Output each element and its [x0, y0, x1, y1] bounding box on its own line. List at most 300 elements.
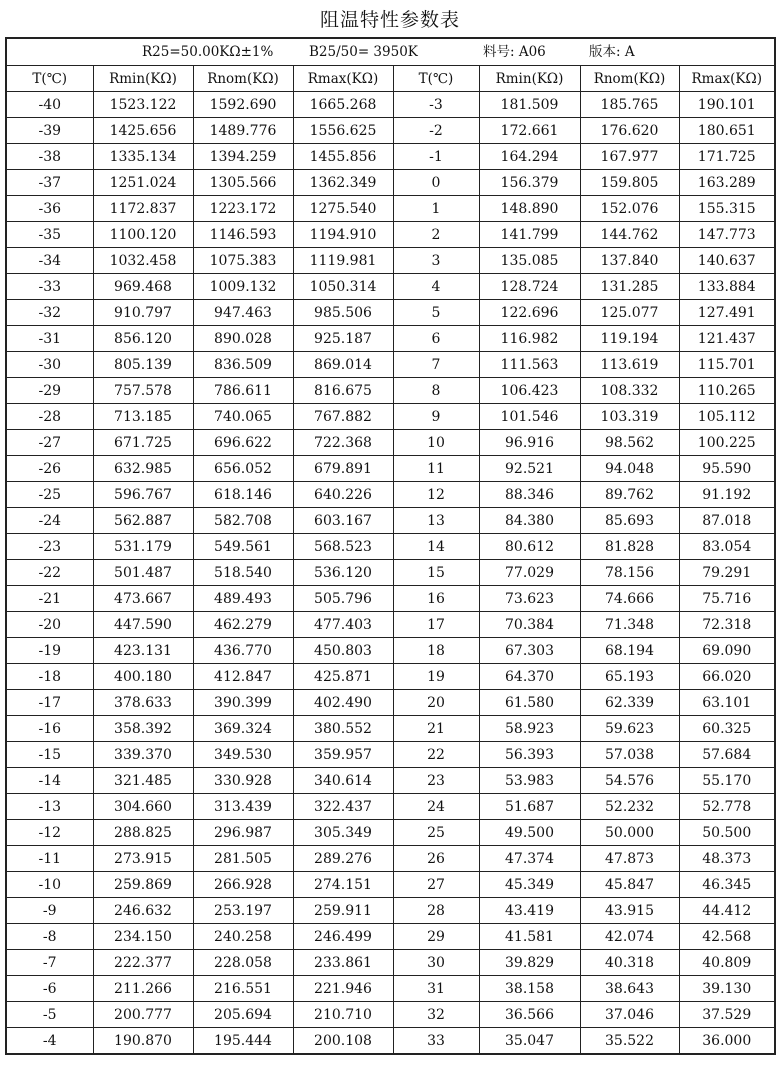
table-cell: 62.339	[580, 690, 679, 716]
page-title: 阻温特性参数表	[319, 9, 460, 31]
table-cell: 19	[393, 664, 479, 690]
table-row	[6, 976, 775, 1002]
table-cell: 185.765	[580, 92, 679, 118]
table-cell: 632.985	[93, 456, 193, 482]
table-cell: 70.384	[479, 612, 580, 638]
table-cell: 671.725	[93, 430, 193, 456]
table-row	[6, 482, 775, 508]
table-cell: 77.029	[479, 560, 580, 586]
table-cell: 1	[393, 196, 479, 222]
table-cell: 21	[393, 716, 479, 742]
table-row	[6, 612, 775, 638]
table-cell: 856.120	[93, 326, 193, 352]
table-cell: 1009.132	[193, 274, 293, 300]
table-cell: 259.869	[93, 872, 193, 898]
table-cell: 37.046	[580, 1002, 679, 1028]
table-cell: 108.332	[580, 378, 679, 404]
table-cell: 39.829	[479, 950, 580, 976]
table-cell: 518.540	[193, 560, 293, 586]
table-cell: 57.684	[679, 742, 775, 768]
table-cell: 1194.910	[293, 222, 393, 248]
table-cell: 6	[393, 326, 479, 352]
table-cell: 164.294	[479, 144, 580, 170]
table-cell: 33	[393, 1028, 479, 1055]
table-row	[6, 352, 775, 378]
table-cell: 786.611	[193, 378, 293, 404]
table-cell: -7	[6, 950, 93, 976]
table-cell: -32	[6, 300, 93, 326]
table-cell: 116.982	[479, 326, 580, 352]
table-cell: 7	[393, 352, 479, 378]
table-cell: 501.487	[93, 560, 193, 586]
table-cell: 111.563	[479, 352, 580, 378]
table-cell: 89.762	[580, 482, 679, 508]
table-cell: 222.377	[93, 950, 193, 976]
table-cell: -6	[6, 976, 93, 1002]
table-cell: 16	[393, 586, 479, 612]
table-cell: 110.265	[679, 378, 775, 404]
table-cell: 100.225	[679, 430, 775, 456]
table-cell: -31	[6, 326, 93, 352]
table-row	[6, 300, 775, 326]
table-cell: 55.170	[679, 768, 775, 794]
table-cell: 38.643	[580, 976, 679, 1002]
table-cell: 1665.268	[293, 92, 393, 118]
table-cell: 296.987	[193, 820, 293, 846]
table-cell: 18	[393, 638, 479, 664]
table-row	[6, 404, 775, 430]
table-cell: -36	[6, 196, 93, 222]
table-cell: 985.506	[293, 300, 393, 326]
table-cell: 266.928	[193, 872, 293, 898]
header-cell: Rmax(KΩ)	[679, 66, 775, 92]
table-cell: 1592.690	[193, 92, 293, 118]
table-cell: 1556.625	[293, 118, 393, 144]
table-cell: 87.018	[679, 508, 775, 534]
table-cell: 78.156	[580, 560, 679, 586]
table-cell: 41.581	[479, 924, 580, 950]
table-cell: 378.633	[93, 690, 193, 716]
table-cell: 339.370	[93, 742, 193, 768]
table-cell: 141.799	[479, 222, 580, 248]
table-cell: 210.710	[293, 1002, 393, 1028]
table-cell: 402.490	[293, 690, 393, 716]
table-cell: 92.521	[479, 456, 580, 482]
table-cell: 562.887	[93, 508, 193, 534]
table-cell: -35	[6, 222, 93, 248]
table-cell: -29	[6, 378, 93, 404]
table-cell: 1523.122	[93, 92, 193, 118]
table-cell: 489.493	[193, 586, 293, 612]
table-cell: 49.500	[479, 820, 580, 846]
table-cell: 640.226	[293, 482, 393, 508]
table-cell: 37.529	[679, 1002, 775, 1028]
table-cell: 603.167	[293, 508, 393, 534]
table-cell: 47.873	[580, 846, 679, 872]
table-cell: 28	[393, 898, 479, 924]
table-cell: 234.150	[93, 924, 193, 950]
table-cell: -16	[6, 716, 93, 742]
table-cell: -5	[6, 1002, 93, 1028]
table-cell: 358.392	[93, 716, 193, 742]
table-cell: 95.590	[679, 456, 775, 482]
table-cell: 133.884	[679, 274, 775, 300]
table-cell: 52.232	[580, 794, 679, 820]
table-cell: 767.882	[293, 404, 393, 430]
table-cell: 12	[393, 482, 479, 508]
table-cell: 10	[393, 430, 479, 456]
table-cell: 233.861	[293, 950, 393, 976]
table-cell: 113.619	[580, 352, 679, 378]
table-cell: 171.725	[679, 144, 775, 170]
table-cell: 722.368	[293, 430, 393, 456]
header-cell: T(℃)	[6, 66, 93, 92]
table-cell: 1100.120	[93, 222, 193, 248]
table-cell: 73.623	[479, 586, 580, 612]
table-row	[6, 846, 775, 872]
table-row	[6, 820, 775, 846]
table-cell: 618.146	[193, 482, 293, 508]
table-cell: 40.809	[679, 950, 775, 976]
table-cell: 568.523	[293, 534, 393, 560]
table-cell: 1425.656	[93, 118, 193, 144]
table-cell: 56.393	[479, 742, 580, 768]
table-cell: 42.074	[580, 924, 679, 950]
table-cell: -19	[6, 638, 93, 664]
table-cell: 122.696	[479, 300, 580, 326]
table-cell: 925.187	[293, 326, 393, 352]
table-row	[6, 456, 775, 482]
table-row	[6, 378, 775, 404]
table-cell: -3	[393, 92, 479, 118]
table-cell: -30	[6, 352, 93, 378]
table-cell: 505.796	[293, 586, 393, 612]
table-cell: 330.928	[193, 768, 293, 794]
table-cell: 105.112	[679, 404, 775, 430]
table-cell: 246.499	[293, 924, 393, 950]
table-cell: -20	[6, 612, 93, 638]
table-cell: 51.687	[479, 794, 580, 820]
header-cell: Rnom(KΩ)	[193, 66, 293, 92]
table-cell: 947.463	[193, 300, 293, 326]
table-cell: -8	[6, 924, 93, 950]
table-cell: 44.412	[679, 898, 775, 924]
spec-row	[6, 38, 775, 66]
table-row	[6, 1028, 775, 1055]
table-cell: 147.773	[679, 222, 775, 248]
table-cell: 40.318	[580, 950, 679, 976]
table-cell: 1050.314	[293, 274, 393, 300]
table-cell: 273.915	[93, 846, 193, 872]
table-cell: 216.551	[193, 976, 293, 1002]
table-cell: 246.632	[93, 898, 193, 924]
table-cell: 1075.383	[193, 248, 293, 274]
table-cell: 369.324	[193, 716, 293, 742]
table-cell: -38	[6, 144, 93, 170]
table-row	[6, 638, 775, 664]
header-cell: Rnom(KΩ)	[580, 66, 679, 92]
table-cell: -34	[6, 248, 93, 274]
table-cell: 80.612	[479, 534, 580, 560]
table-row	[6, 898, 775, 924]
header-cell: Rmax(KΩ)	[293, 66, 393, 92]
table-cell: 390.399	[193, 690, 293, 716]
table-cell: -33	[6, 274, 93, 300]
table-row	[6, 560, 775, 586]
table-cell: 313.439	[193, 794, 293, 820]
table-cell: 115.701	[679, 352, 775, 378]
table-cell: 65.193	[580, 664, 679, 690]
table-cell: 473.667	[93, 586, 193, 612]
table-cell: 1455.856	[293, 144, 393, 170]
table-cell: 29	[393, 924, 479, 950]
table-cell: 50.000	[580, 820, 679, 846]
table-cell: 35.047	[479, 1028, 580, 1055]
table-cell: 305.349	[293, 820, 393, 846]
table-cell: 450.803	[293, 638, 393, 664]
table-cell: 180.651	[679, 118, 775, 144]
table-cell: 304.660	[93, 794, 193, 820]
table-cell: 135.085	[479, 248, 580, 274]
table-cell: 88.346	[479, 482, 580, 508]
table-cell: 98.562	[580, 430, 679, 456]
table-cell: 30	[393, 950, 479, 976]
table-cell: 1305.566	[193, 170, 293, 196]
table-row	[6, 742, 775, 768]
table-cell: 159.805	[580, 170, 679, 196]
table-cell: 66.020	[679, 664, 775, 690]
table-cell: 23	[393, 768, 479, 794]
table-row	[6, 170, 775, 196]
table-cell: 1362.349	[293, 170, 393, 196]
table-cell: 228.058	[193, 950, 293, 976]
table-cell: 32	[393, 1002, 479, 1028]
table-cell: 79.291	[679, 560, 775, 586]
table-cell: 167.977	[580, 144, 679, 170]
table-cell: 253.197	[193, 898, 293, 924]
table-cell: -14	[6, 768, 93, 794]
table-cell: 190.870	[93, 1028, 193, 1055]
table-cell: 72.318	[679, 612, 775, 638]
table-cell: -25	[6, 482, 93, 508]
table-row	[6, 924, 775, 950]
table-row	[6, 508, 775, 534]
table-row	[6, 690, 775, 716]
table-cell: 14	[393, 534, 479, 560]
table-row	[6, 430, 775, 456]
table-cell: 436.770	[193, 638, 293, 664]
table-row	[6, 274, 775, 300]
table-cell: 757.578	[93, 378, 193, 404]
table-cell: 101.546	[479, 404, 580, 430]
table-cell: 181.509	[479, 92, 580, 118]
table-cell: 274.151	[293, 872, 393, 898]
table-cell: 8	[393, 378, 479, 404]
table-cell: 400.180	[93, 664, 193, 690]
table-row	[6, 664, 775, 690]
table-cell: 17	[393, 612, 479, 638]
table-cell: 536.120	[293, 560, 393, 586]
table-cell: 200.108	[293, 1028, 393, 1055]
table-cell: 176.620	[580, 118, 679, 144]
table-cell: 890.028	[193, 326, 293, 352]
header-cell: Rmin(KΩ)	[93, 66, 193, 92]
table-cell: 85.693	[580, 508, 679, 534]
table-cell: 69.090	[679, 638, 775, 664]
table-cell: 83.054	[679, 534, 775, 560]
table-row	[6, 144, 775, 170]
table-cell: 106.423	[479, 378, 580, 404]
table-cell: 349.530	[193, 742, 293, 768]
table-cell: -2	[393, 118, 479, 144]
table-cell: -24	[6, 508, 93, 534]
table-row	[6, 950, 775, 976]
table-cell: 15	[393, 560, 479, 586]
b-value-spec: B25/50= 3950K	[309, 44, 418, 60]
table-cell: 582.708	[193, 508, 293, 534]
r25-spec: R25=50.00KΩ±1%	[142, 44, 274, 60]
table-cell: 259.911	[293, 898, 393, 924]
table-cell: -9	[6, 898, 93, 924]
header-row	[6, 66, 775, 92]
table-cell: 48.373	[679, 846, 775, 872]
table-cell: -39	[6, 118, 93, 144]
table-cell: 531.179	[93, 534, 193, 560]
table-cell: 127.491	[679, 300, 775, 326]
table-cell: -4	[6, 1028, 93, 1055]
table-cell: 1119.981	[293, 248, 393, 274]
table-row	[6, 768, 775, 794]
table-cell: 103.319	[580, 404, 679, 430]
table-cell: 172.661	[479, 118, 580, 144]
table-cell: 50.500	[679, 820, 775, 846]
table-cell: -15	[6, 742, 93, 768]
table-cell: -17	[6, 690, 93, 716]
table-cell: -18	[6, 664, 93, 690]
table-cell: 696.622	[193, 430, 293, 456]
table-cell: 131.285	[580, 274, 679, 300]
table-cell: 656.052	[193, 456, 293, 482]
table-cell: 43.419	[479, 898, 580, 924]
table-cell: 81.828	[580, 534, 679, 560]
table-cell: -10	[6, 872, 93, 898]
table-cell: 38.158	[479, 976, 580, 1002]
table-cell: 74.666	[580, 586, 679, 612]
table-cell: 836.509	[193, 352, 293, 378]
table-cell: 281.505	[193, 846, 293, 872]
table-cell: 359.957	[293, 742, 393, 768]
table-cell: 58.923	[479, 716, 580, 742]
table-cell: 155.315	[679, 196, 775, 222]
table-cell: 45.847	[580, 872, 679, 898]
table-cell: -26	[6, 456, 93, 482]
table-cell: 1032.458	[93, 248, 193, 274]
table-cell: 740.065	[193, 404, 293, 430]
table-row	[6, 326, 775, 352]
table-cell: 190.101	[679, 92, 775, 118]
version: 版本: A	[589, 44, 635, 60]
table-cell: 63.101	[679, 690, 775, 716]
table-cell: 969.468	[93, 274, 193, 300]
table-cell: 5	[393, 300, 479, 326]
table-cell: 549.561	[193, 534, 293, 560]
table-cell: 22	[393, 742, 479, 768]
table-cell: 321.485	[93, 768, 193, 794]
table-cell: -22	[6, 560, 93, 586]
table-cell: 1251.024	[93, 170, 193, 196]
table-row	[6, 92, 775, 118]
table-cell: 447.590	[93, 612, 193, 638]
table-cell: 1146.593	[193, 222, 293, 248]
table-cell: 59.623	[580, 716, 679, 742]
table-cell: 211.266	[93, 976, 193, 1002]
table-cell: -40	[6, 92, 93, 118]
table-cell: 1489.776	[193, 118, 293, 144]
table-cell: 54.576	[580, 768, 679, 794]
table-cell: 205.694	[193, 1002, 293, 1028]
table-cell: 679.891	[293, 456, 393, 482]
table-cell: 71.348	[580, 612, 679, 638]
table-cell: -28	[6, 404, 93, 430]
table-cell: 1394.259	[193, 144, 293, 170]
table-cell: 60.325	[679, 716, 775, 742]
table-cell: 462.279	[193, 612, 293, 638]
table-cell: 53.983	[479, 768, 580, 794]
table-cell: 221.946	[293, 976, 393, 1002]
header-cell: Rmin(KΩ)	[479, 66, 580, 92]
table-cell: 477.403	[293, 612, 393, 638]
table-row	[6, 222, 775, 248]
table-cell: 75.716	[679, 586, 775, 612]
table-cell: 412.847	[193, 664, 293, 690]
table-cell: 137.840	[580, 248, 679, 274]
table-cell: 910.797	[93, 300, 193, 326]
table-cell: 200.777	[93, 1002, 193, 1028]
table-cell: 20	[393, 690, 479, 716]
table-cell: 52.778	[679, 794, 775, 820]
table-cell: -23	[6, 534, 93, 560]
table-row	[6, 1002, 775, 1028]
table-cell: 340.614	[293, 768, 393, 794]
table-cell: 1223.172	[193, 196, 293, 222]
table-cell: 380.552	[293, 716, 393, 742]
table-cell: 119.194	[580, 326, 679, 352]
table-cell: 39.130	[679, 976, 775, 1002]
table-cell: 13	[393, 508, 479, 534]
table-cell: 36.000	[679, 1028, 775, 1055]
table-cell: 1172.837	[93, 196, 193, 222]
table-cell: 289.276	[293, 846, 393, 872]
table-cell: 596.767	[93, 482, 193, 508]
spec-cell	[6, 38, 775, 66]
table-row	[6, 716, 775, 742]
table-cell: 140.637	[679, 248, 775, 274]
table-cell: 288.825	[93, 820, 193, 846]
table-cell: 1275.540	[293, 196, 393, 222]
table-cell: 0	[393, 170, 479, 196]
resistance-temperature-table	[5, 37, 776, 1055]
table-cell: 713.185	[93, 404, 193, 430]
table-cell: 869.014	[293, 352, 393, 378]
table-cell: 45.349	[479, 872, 580, 898]
table-cell: -37	[6, 170, 93, 196]
part-number: 料号: A06	[483, 44, 546, 60]
table-row	[6, 586, 775, 612]
table-cell: 31	[393, 976, 479, 1002]
table-cell: 68.194	[580, 638, 679, 664]
table-cell: 1335.134	[93, 144, 193, 170]
table-cell: 35.522	[580, 1028, 679, 1055]
